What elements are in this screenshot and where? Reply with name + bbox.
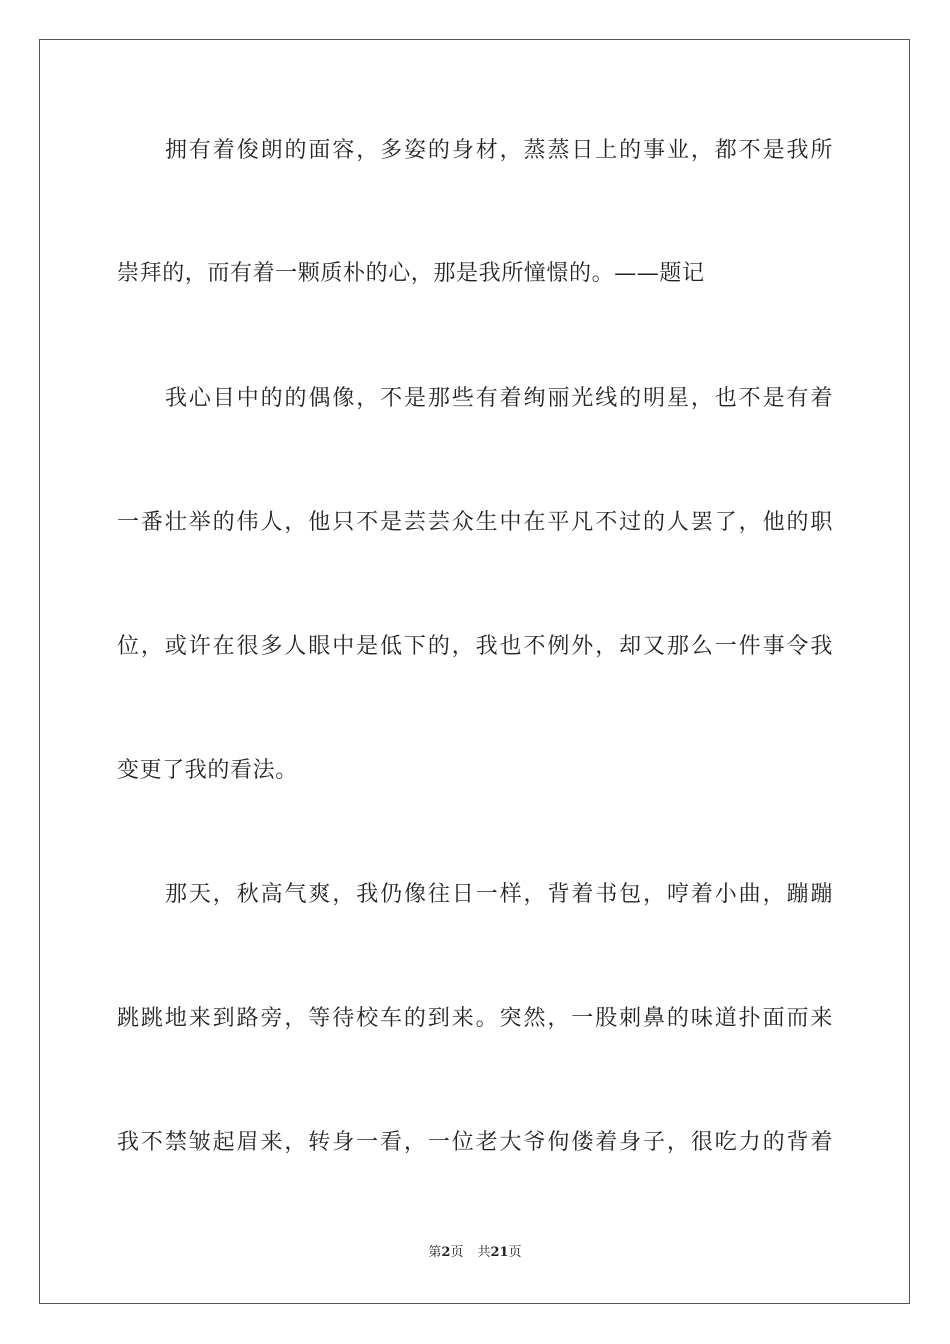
page-border — [39, 39, 910, 1304]
paragraph-line: 那天，秋高气爽，我仍像往日一样，背着书包，哼着小曲，蹦蹦 — [165, 882, 833, 907]
paragraph-line: 跳跳地来到路旁，等待校车的到来。突然，一股刺鼻的味道扑面而来 — [117, 1006, 833, 1031]
page-suffix: 页 — [450, 1245, 464, 1260]
page-prefix: 第 — [428, 1245, 442, 1260]
paragraph-line: 变更了我的看法。 — [117, 758, 298, 783]
paragraph-line: 位，或许在很多人眼中是低下的，我也不例外，却又那么一件事令我 — [117, 634, 833, 659]
paragraph-line: 一番壮举的伟人，他只不是芸芸众生中在平凡不过的人罢了，他的职 — [117, 510, 833, 535]
total-prefix: 共 — [477, 1245, 491, 1260]
page-number: 2 — [441, 1245, 451, 1260]
total-suffix: 页 — [508, 1245, 522, 1260]
paragraph-line: 我不禁皱起眉来，转身一看，一位老大爷佝偻着身子，很吃力的背着 — [117, 1130, 833, 1155]
paragraph-line: 我心目中的的偶像，不是那些有着绚丽光线的明星，也不是有着 — [165, 386, 833, 411]
page-footer — [0, 1244, 950, 1262]
paragraph-line: 崇拜的，而有着一颗质朴的心，那是我所憧憬的。——题记 — [117, 261, 705, 286]
paragraph-line: 拥有着俊朗的面容，多姿的身材，蒸蒸日上的事业，都不是我所 — [165, 138, 833, 163]
total-pages: 21 — [490, 1245, 509, 1260]
